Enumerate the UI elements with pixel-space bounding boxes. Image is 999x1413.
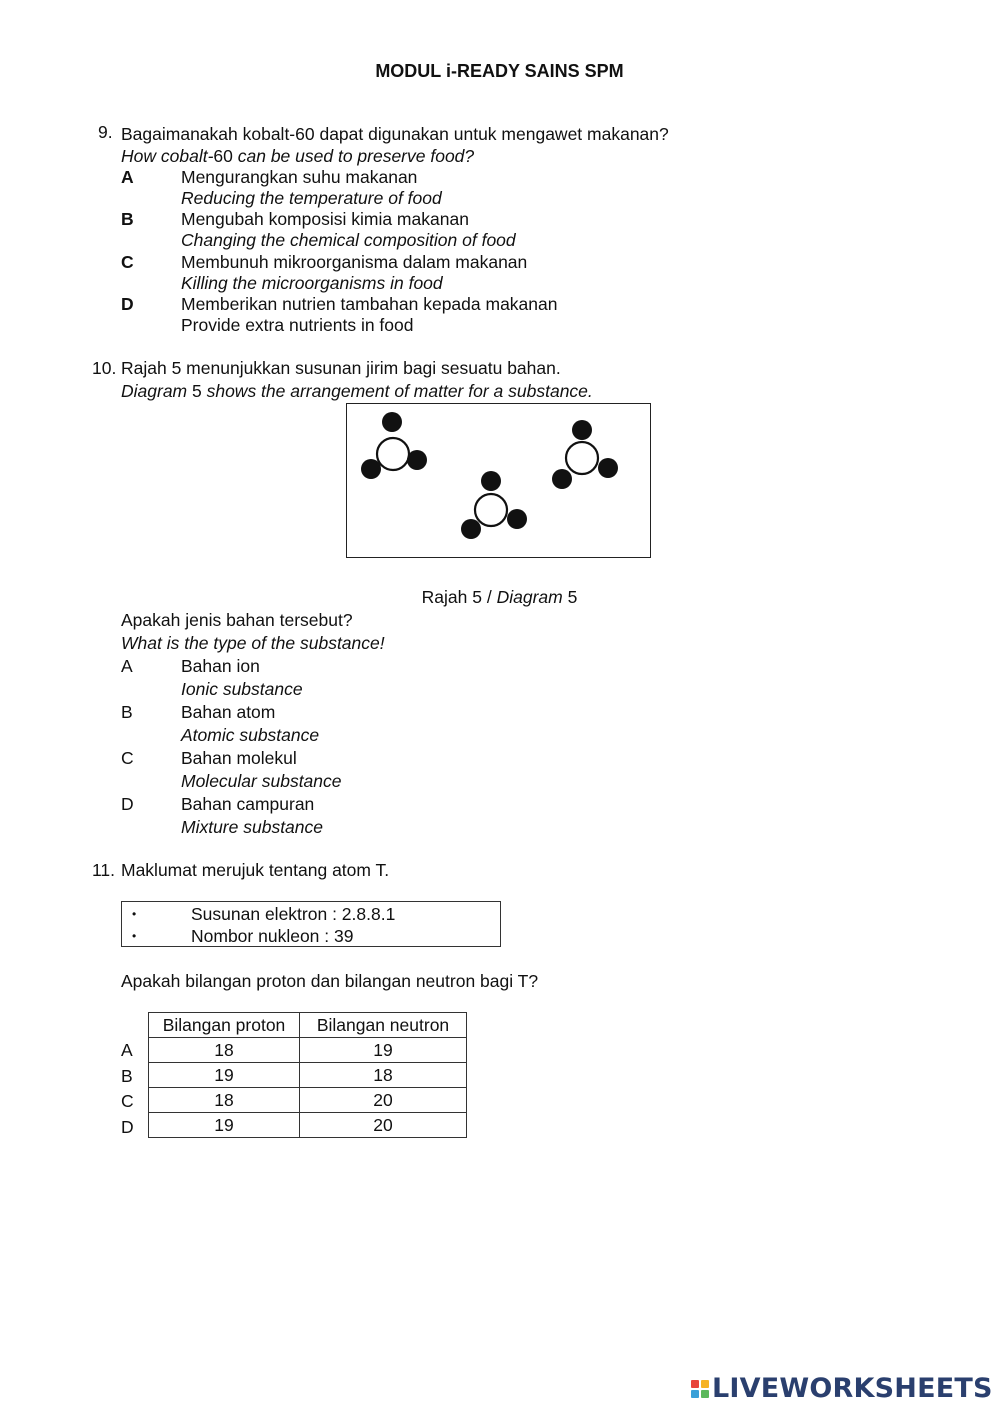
q11-row-c-letter[interactable]: C	[121, 1091, 134, 1111]
table-header-row	[149, 1013, 467, 1038]
table-row[interactable]	[149, 1063, 467, 1088]
logo-square	[701, 1380, 709, 1388]
q9-option-a-letter[interactable]: A	[121, 167, 134, 187]
q9-option-b-en[interactable]: Changing the chemical composition of food	[181, 230, 516, 250]
q10-option-b-letter[interactable]: B	[121, 702, 133, 722]
q9-option-d-letter[interactable]: D	[121, 294, 134, 314]
header-neutron: Bilangan neutron	[300, 1013, 467, 1038]
q10-option-b-ms[interactable]: Bahan atom	[181, 702, 276, 722]
q9-option-c-letter[interactable]: C	[121, 252, 134, 272]
table-row[interactable]	[149, 1038, 467, 1063]
question-9-text-en: How cobalt-60 can be used to preserve food?	[121, 146, 475, 166]
question-9-number: 9.	[98, 122, 113, 142]
diagram-5-molecules	[346, 403, 651, 558]
cell-neutron: 20	[300, 1088, 467, 1113]
q10-option-d-ms[interactable]: Bahan campuran	[181, 794, 315, 814]
logo-square	[691, 1390, 699, 1398]
table-row[interactable]	[149, 1113, 467, 1138]
logo-square	[691, 1380, 699, 1388]
q9-option-d-ms[interactable]: Memberikan nutrien tambahan kepada makanan	[181, 294, 558, 314]
cell-proton: 18	[149, 1038, 300, 1063]
question-9-text-ms: Bagaimanakah kobalt-60 dapat digunakan untuk mengawet makanan?	[121, 124, 669, 144]
diagram-caption: Rajah 5 / Diagram 5	[421, 587, 578, 607]
question-11-ask-ms: Apakah bilangan proton dan bilangan neutron bagi T?	[121, 971, 539, 991]
answer-table	[148, 1012, 467, 1138]
question-10-text-en: Diagram 5 shows the arrangement of matter for a substance.	[121, 381, 593, 401]
bullet-icon: •	[132, 907, 137, 921]
logo-square	[701, 1390, 709, 1398]
q11-row-a-letter[interactable]: A	[121, 1040, 133, 1060]
cell-neutron: 18	[300, 1063, 467, 1088]
q9-option-b-ms[interactable]: Mengubah komposisi kimia makanan	[181, 209, 469, 229]
q11-row-d-letter[interactable]: D	[121, 1117, 134, 1137]
question-10-ask-en: What is the type of the substance!	[121, 633, 385, 653]
q10-option-d-en[interactable]: Mixture substance	[181, 817, 324, 837]
page-title: MODUL i-READY SAINS SPM	[375, 61, 624, 81]
q9-option-c-en[interactable]: Killing the microorganisms in food	[181, 273, 443, 293]
atom-info-box	[121, 901, 501, 947]
q9-option-a-en[interactable]: Reducing the temperature of food	[181, 188, 442, 208]
q10-option-c-en[interactable]: Molecular substance	[181, 771, 342, 791]
molecule-2	[552, 420, 618, 489]
molecule-1	[361, 412, 427, 479]
question-10-text-ms: Rajah 5 menunjukkan susunan jirim bagi sesuatu bahan.	[121, 358, 561, 378]
q10-option-d-letter[interactable]: D	[121, 794, 134, 814]
q9-option-b-letter[interactable]: B	[121, 209, 134, 229]
q10-option-b-en[interactable]: Atomic substance	[181, 725, 320, 745]
logo-text: LIVEWORKSHEETS	[712, 1373, 993, 1404]
cell-neutron: 20	[300, 1113, 467, 1138]
cell-proton: 19	[149, 1113, 300, 1138]
q10-option-a-ms[interactable]: Bahan ion	[181, 656, 260, 676]
cell-proton: 18	[149, 1088, 300, 1113]
q10-option-a-en[interactable]: Ionic substance	[181, 679, 303, 699]
q9-option-c-ms[interactable]: Membunuh mikroorganisma dalam makanan	[181, 252, 528, 272]
q10-option-a-letter[interactable]: A	[121, 656, 133, 676]
q9-option-a-ms[interactable]: Mengurangkan suhu makanan	[181, 167, 418, 187]
cell-neutron: 19	[300, 1038, 467, 1063]
question-11-number: 11.	[92, 860, 116, 880]
header-proton: Bilangan proton	[149, 1013, 300, 1038]
info-row	[122, 903, 500, 925]
info-nucleon-number: Nombor nukleon : 39	[191, 926, 354, 946]
molecule-3	[461, 471, 527, 539]
cell-proton: 19	[149, 1063, 300, 1088]
question-10-ask-ms: Apakah jenis bahan tersebut?	[121, 610, 353, 630]
q9-option-d-en[interactable]: Provide extra nutrients in food	[181, 315, 414, 335]
table-row[interactable]	[149, 1088, 467, 1113]
bullet-icon: •	[132, 929, 137, 943]
liveworksheets-logo-icon	[691, 1380, 709, 1398]
liveworksheets-logo[interactable]	[691, 1372, 993, 1406]
q10-option-c-ms[interactable]: Bahan molekul	[181, 748, 297, 768]
q11-row-b-letter[interactable]: B	[121, 1066, 133, 1086]
molecule-arrangement-figure	[347, 404, 650, 557]
question-11-text-ms: Maklumat merujuk tentang atom T.	[121, 860, 390, 880]
question-10-number: 10.	[92, 358, 117, 378]
info-row	[122, 925, 500, 947]
info-electron-arrangement: Susunan elektron : 2.8.8.1	[191, 904, 396, 924]
q10-option-c-letter[interactable]: C	[121, 748, 134, 768]
